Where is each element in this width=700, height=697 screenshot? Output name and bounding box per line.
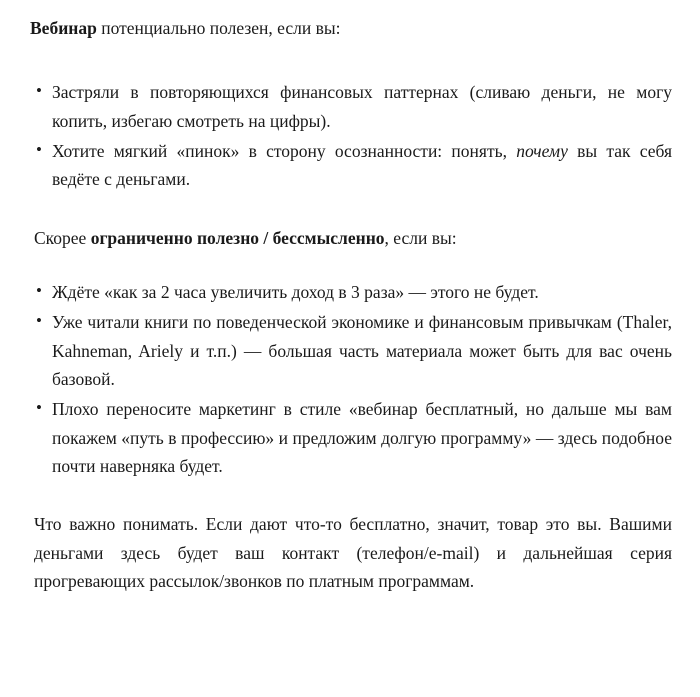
spacer-before-closing [30, 488, 672, 510]
list-item-text: Уже читали книги по поведенческой экономике и финансовым привычкам (Thaler, Kahneman, Ariely и т.п.) — большая часть материала может быть для вас очень базовой. [52, 312, 672, 390]
intro-paragraph [30, 14, 672, 42]
spacer-before-second-lead [30, 202, 672, 224]
second-lead-suffix: , если вы: [384, 227, 457, 248]
second-lead-prefix: Скорее [34, 227, 91, 248]
list-item-emphasis: почему [516, 141, 568, 162]
list-item-text: Застряли в повторяющихся финансовых паттернах (сливаю деньги, не могу копить, избегаю смотреть на цифры). [52, 82, 672, 131]
list-item-text: Ждёте «как за 2 часа увеличить доход в 3 раза» — этого не будет. [52, 282, 539, 303]
list-item [30, 78, 672, 135]
intro-bold-lead: Вебинар [30, 18, 97, 38]
list-item-text-after: вы так себя ведёте с деньгами. [52, 141, 672, 190]
list-item [30, 308, 672, 393]
spacer-after-intro [30, 60, 672, 78]
list-item-text-before: Хотите мягкий «пинок» в сторону осознанности: понять, [52, 141, 517, 162]
list-item [30, 278, 672, 306]
spacer-before-second-list [30, 264, 672, 278]
list-item [30, 137, 672, 194]
list-item-text: Плохо переносите маркетинг в стиле «вебинар бесплатный, но дальше мы вам покажем «путь в профессию» и предложим долгую программу» — здесь подобное почти наверняка будет. [52, 399, 672, 477]
not-useful-list [30, 278, 672, 480]
list-item [30, 395, 672, 480]
second-lead-paragraph [30, 224, 672, 252]
useful-list [30, 78, 672, 193]
intro-rest: потенциально полезен, если вы: [96, 18, 341, 38]
second-lead-bold: ограниченно полезно / бессмысленно [90, 227, 385, 248]
closing-paragraph: Что важно понимать. Если дают что-то бесплатно, значит, товар это вы. Вашими деньгами здесь будет ваш контакт (телефон/e-mail) и дальнейшая серия прогревающих рассылок/звонков по платным программам. [34, 514, 672, 592]
